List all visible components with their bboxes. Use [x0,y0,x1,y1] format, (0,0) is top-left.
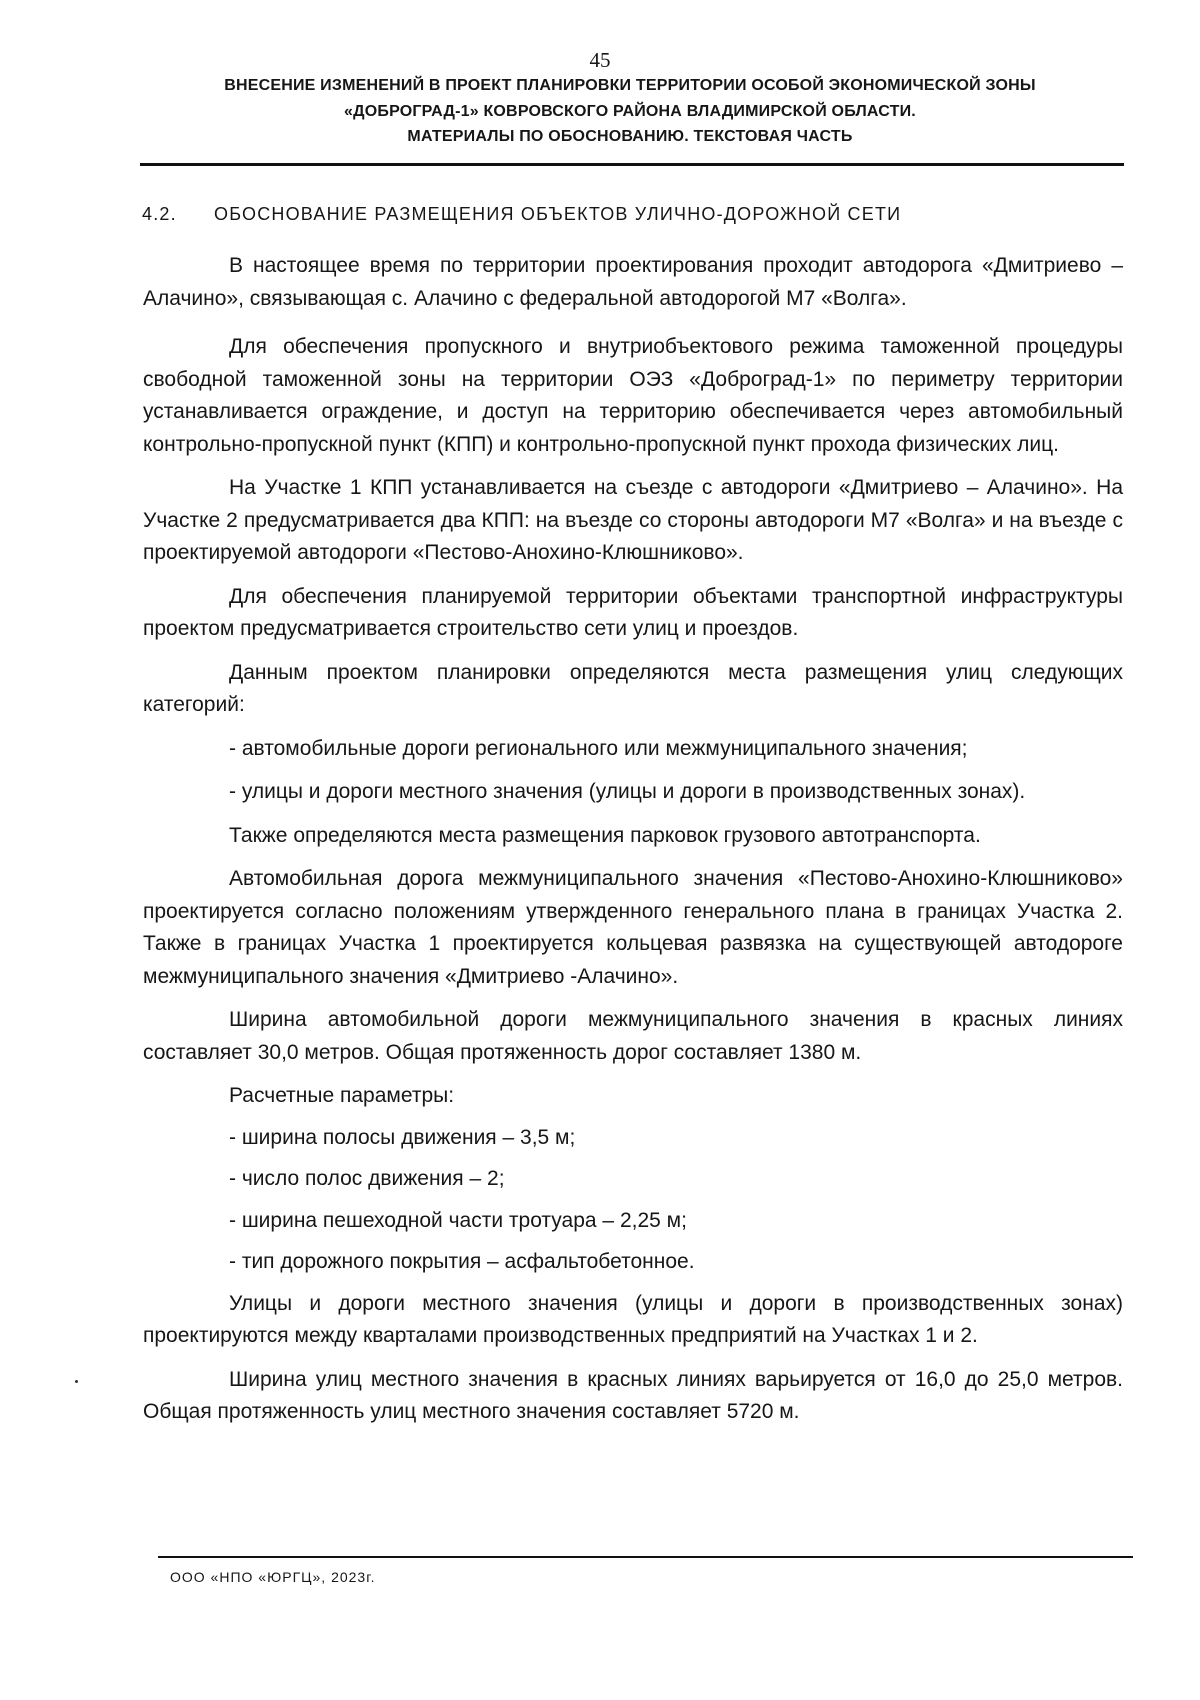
list-item: - улицы и дороги местного значения (улицы и дороги в производственных зонах). [229,780,1026,803]
paragraph: В настоящее время по территории проектирования проходит автодорога «Дмитриево – Алачино», связывающая с. Алачино с федеральной автодорогой М7 «Волга». [143,254,1123,310]
paragraph: Улицы и дороги местного значения (улицы и дороги в производственных зонах) проектируются между кварталами производственных предприятий на Участках 1 и 2. [143,1291,1123,1347]
list-item: - число полос движения – 2; [229,1167,505,1190]
footer-text: ООО «НПО «ЮРГЦ», 2023г. [170,1569,376,1585]
page-number: 45 [589,48,611,72]
list-item: - автомобильные дороги регионального или межмуниципального значения; [229,736,968,760]
body-text [143,250,1123,1440]
header-line-2: «ДОБРОГРАД-1» КОВРОВСКОГО РАЙОНА ВЛАДИМИРСКОЙ ОБЛАСТИ. [344,102,916,120]
paragraph: Для обеспечения планируемой территории объектами транспортной инфраструктуры проектом предусматривается строительство сети улиц и проездов. [143,584,1123,640]
header-line-3: МАТЕРИАЛЫ ПО ОБОСНОВАНИЮ. ТЕКСТОВАЯ ЧАСТЬ [407,128,853,145]
list-item: - ширина пешеходной части тротуара – 2,25 м; [229,1208,687,1232]
list-item: - тип дорожного покрытия – асфальтобетонное. [229,1250,695,1273]
paragraph: Автомобильная дорога межмуниципального значения «Пестово-Анохино-Клюшниково» проектируется согласно положениям утвержденного генерального плана в границах Участка 2. Также в границах Участка 1 проектируется кольцевая развязка на существующей автодороге межмуниципального значения «Дмитриево -Алачино». [143,867,1123,988]
paragraph: Расчетные параметры: [229,1084,455,1107]
footer-divider [158,1556,1133,1558]
paragraph: Для обеспечения пропускного и внутриобъектового режима таможенной процедуры свободной таможенной зоны на территории ОЭЗ «Доброград-1» по периметру территории устанавливается ограждение, и доступ на территорию обеспечивается через автомобильный контрольно-пропускной пункт (КПП) и контрольно-пропускной пункт прохода физических лиц. [143,335,1123,456]
paragraph: Ширина автомобильной дороги межмуниципального значения в красных линиях составляет 30,0 метров. Общая протяженность дорог составляет 1380 м. [143,1008,1123,1064]
list-item: - ширина полосы движения – 3,5 м; [229,1125,576,1149]
paragraph: На Участке 1 КПП устанавливается на съезде с автодороги «Дмитриево – Алачино». На Участке 2 предусматривается два КПП: на въезде со стороны автодороги М7 «Волга» и на въезде с проектируемой автодороги «Пестово-Анохино-Клюшниково». [143,476,1123,564]
document-header [140,73,1120,150]
paragraph: Данным проектом планировки определяются места размещения улиц следующих категорий: [143,660,1123,716]
paragraph: Ширина улиц местного значения в красных линиях варьируется от 16,0 до 25,0 метров. Общая протяженность улиц местного значения составляет 5720 м. [143,1367,1123,1423]
section-heading [142,203,901,225]
paragraph: Также определяются места размещения парковок грузового автотранспорта. [229,823,981,847]
scan-speck [75,1380,78,1383]
section-title: ОБОСНОВАНИЕ РАЗМЕЩЕНИЯ ОБЪЕКТОВ УЛИЧНО-ДОРОЖНОЙ СЕТИ [214,204,902,224]
section-number: 4.2. [142,204,177,224]
header-line-1: ВНЕСЕНИЕ ИЗМЕНЕНИЙ В ПРОЕКТ ПЛАНИРОВКИ ТЕРРИТОРИИ ОСОБОЙ ЭКОНОМИЧЕСКОЙ ЗОНЫ [224,77,1036,94]
header-divider [140,163,1124,166]
